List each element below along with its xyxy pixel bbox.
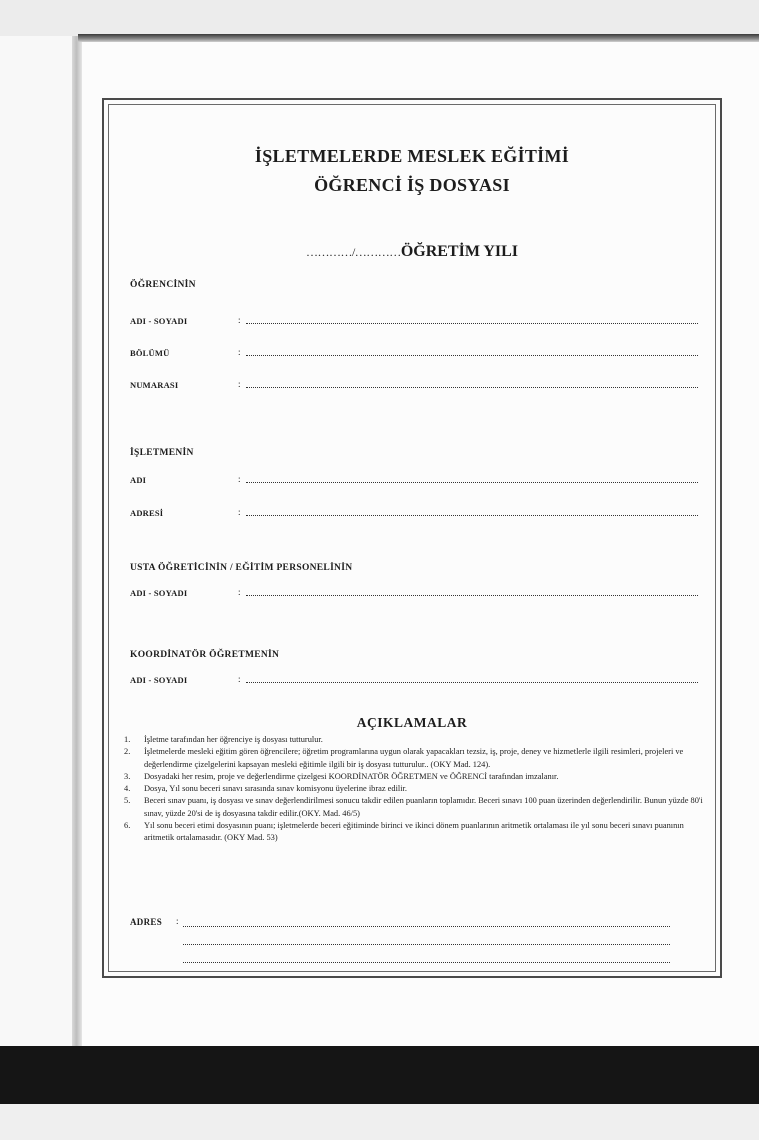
form-title-line2: ÖĞRENCİ İŞ DOSYASI [314, 175, 510, 195]
master-trainer-name-field[interactable] [246, 595, 698, 596]
student-department-label: BÖLÜMÜ [130, 348, 170, 358]
note-text: Yıl sonu beceri etimi dosyasının puanı; işletmelerde beceri eğitiminde birinci ve ikinci dönem puanlarının aritmetik ortalaması ile yıl sonu beceri sınavı puanının aritmetik ortalamasıdır. (OKY Mad. 53) [144, 821, 684, 843]
scan-background-bottom [0, 1104, 759, 1140]
note-text: Beceri sınav puanı, iş dosyası ve sınav değerlendirilmesi sonucu takdir edilen puanların toplamıdır. Beceri sınavı 100 puan üzerinden değerlendirilir. Bunun yüzde 80'i sınav, yüzde 20'si de iş dosyasına takdir edilir.(OKY. Mad. 46/5) [144, 796, 703, 818]
note-text: Dosya, Yıl sonu beceri sınavı sırasında sınav komisyonu üyelerine ibraz edilir. [144, 784, 407, 794]
business-address-field[interactable] [246, 515, 698, 516]
student-department-field[interactable] [246, 355, 698, 356]
note-number: 5. [124, 796, 131, 806]
master-trainer-name-label: ADI - SOYADI [130, 588, 188, 598]
binder-edge [78, 34, 759, 42]
student-name-label: ADI - SOYADI [130, 316, 188, 326]
address-line-3[interactable] [183, 962, 670, 963]
academic-year-label: ÖĞRETİM YILI [400, 243, 519, 260]
student-name-field[interactable] [246, 323, 698, 324]
business-address-label: ADRESİ [130, 508, 164, 518]
address-label: ADRES [130, 917, 163, 927]
coordinator-name-label: ADI - SOYADI [130, 675, 188, 685]
student-name-colon: : [238, 315, 241, 325]
list-item [124, 795, 709, 820]
note-text: İşletmelerde mesleki eğitim gören öğrencilere; öğretim programlarına uygun olarak yapacakları tezsiz, iş, proje, deney ve hizmetlerle ilgili resimleri, projeleri ve değerlendirme çizelgelerini kapsayan mesleki eğitimle ilgili bir iş dosyası tutturulur.. (OKY Mad. 124). [144, 747, 684, 769]
student-department-colon: : [238, 347, 241, 357]
form-title-line1: İŞLETMELERDE MESLEK EĞİTİMİ [254, 146, 570, 166]
master-trainer-name-colon: : [238, 587, 241, 597]
coordinator-section-heading: KOORDİNATÖR ÖĞRETMENİN [130, 650, 280, 660]
business-address-colon: : [238, 507, 241, 517]
student-section-heading: ÖĞRENCİNİN [130, 280, 196, 290]
notes-heading: AÇIKLAMALAR [356, 715, 468, 730]
list-item [124, 734, 709, 746]
list-item [124, 820, 709, 845]
page-gutter-shadow [72, 36, 82, 1046]
list-item [124, 771, 709, 783]
list-item [124, 783, 709, 795]
left-page-edge [0, 36, 78, 1046]
student-number-label: NUMARASI [130, 380, 179, 390]
note-text: Dosyadaki her resim, proje ve değerlendirme çizelgesi KOORDİNATÖR ÖĞRETMEN ve ÖĞRENCİ tarafından imzalanır. [144, 771, 559, 781]
note-number: 6. [124, 821, 131, 831]
note-number: 1. [124, 735, 131, 744]
address-colon: : [176, 916, 179, 926]
address-line-2[interactable] [183, 944, 670, 945]
note-text: İşletme tarafından her öğrenciye iş dosyası tutturulur. [144, 735, 323, 744]
academic-year-blank[interactable]: …………/………… [305, 245, 401, 259]
coordinator-name-field[interactable] [246, 682, 698, 683]
notes-list [124, 734, 709, 845]
scan-dark-band [0, 1046, 759, 1104]
student-number-colon: : [238, 379, 241, 389]
master-trainer-section-heading: USTA ÖĞRETİCİNİN / EĞİTİM PERSONELİNİN [130, 563, 353, 573]
note-number: 4. [124, 784, 131, 794]
business-name-field[interactable] [246, 482, 698, 483]
academic-year-line [108, 243, 716, 261]
business-section-heading: İŞLETMENİN [130, 448, 194, 458]
student-number-field[interactable] [246, 387, 698, 388]
note-number: 3. [124, 771, 131, 781]
business-name-colon: : [238, 474, 241, 484]
scan-background-top [0, 0, 759, 36]
address-line-1[interactable] [183, 926, 670, 927]
list-item [124, 746, 709, 771]
note-number: 2. [124, 747, 131, 757]
business-name-label: ADI [130, 475, 147, 485]
coordinator-name-colon: : [238, 674, 241, 684]
